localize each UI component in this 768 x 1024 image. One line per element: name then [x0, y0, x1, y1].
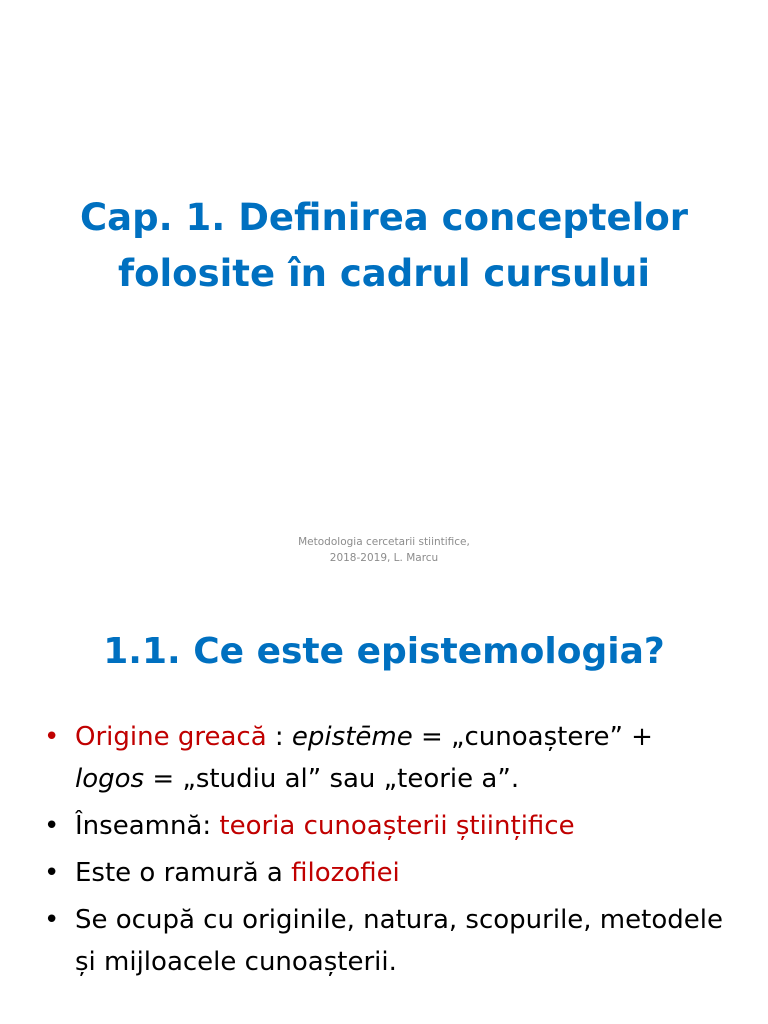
bullet-item-branch: [44, 852, 724, 894]
bullet-list: [44, 716, 724, 988]
title-line-1: Cap. 1. Definirea conceptelor: [79, 196, 688, 239]
greek-term-logos: logos: [75, 764, 145, 794]
highlight-term: filozofiei: [291, 858, 400, 888]
bullet-icon: •: [44, 858, 60, 888]
slide-footer: [0, 534, 768, 566]
footer-line-1: Metodologia cercetarii stiintifice,: [298, 536, 470, 548]
slide-2-title: 1.1. Ce este epistemologia?: [103, 631, 665, 672]
highlight-term: teoria cunoașterii științifice: [219, 811, 575, 841]
definition-text: = „studiu al” sau „teorie a”.: [144, 764, 520, 794]
bullet-item-scope: [44, 899, 724, 983]
bullet-lead-text: Înseamnă:: [75, 811, 220, 841]
bullet-item-origin: [44, 716, 724, 800]
title-line-2: folosite în cadrul cursului: [117, 252, 651, 295]
bullet-item-meaning: [44, 805, 724, 847]
footer-line-2: 2018-2019, L. Marcu: [329, 552, 439, 564]
highlight-term: Origine greacă: [75, 722, 267, 752]
slide-1-title: [0, 190, 768, 302]
bullet-icon: •: [44, 905, 60, 935]
bullet-icon: •: [44, 722, 60, 752]
bullet-icon: •: [44, 811, 60, 841]
bullet-lead-text: Este o ramură a: [75, 858, 292, 888]
bullet-text: Se ocupă cu originile, natura, scopurile, metodele și mijloacele cunoașterii.: [75, 905, 723, 977]
separator-text: :: [266, 722, 292, 752]
definition-text: = „cunoaștere” +: [412, 722, 653, 752]
greek-term-episteme: epistēme: [291, 722, 413, 752]
